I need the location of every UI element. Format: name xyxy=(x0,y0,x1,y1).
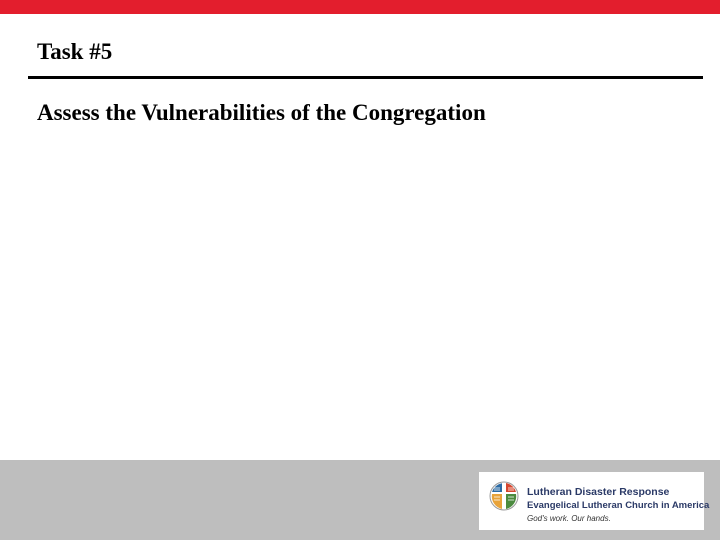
elca-cross-icon xyxy=(489,481,519,511)
logo-org-name: Lutheran Disaster Response xyxy=(527,486,670,498)
top-accent-band xyxy=(0,0,720,14)
slide-title: Task #5 xyxy=(37,39,113,64)
logo-tagline: God's work. Our hands. xyxy=(527,514,611,523)
slide-subtitle: Assess the Vulnerabilities of the Congregation xyxy=(37,100,486,125)
logo-church-name: Evangelical Lutheran Church in America xyxy=(527,500,710,511)
title-divider xyxy=(28,76,703,79)
elca-logo xyxy=(479,472,710,530)
logo-text xyxy=(527,485,709,525)
